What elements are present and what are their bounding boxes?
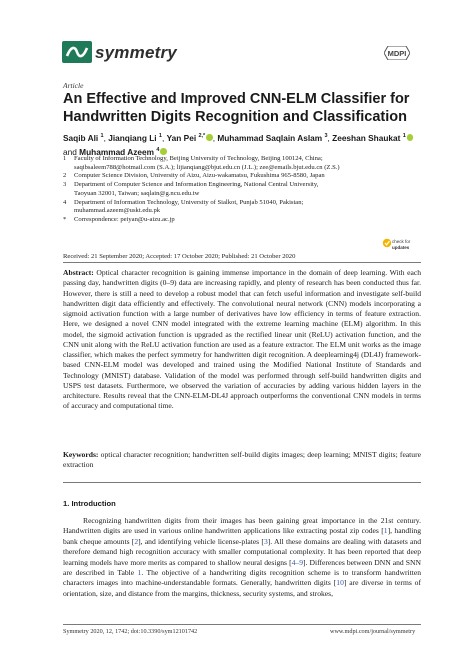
keywords-label: Keywords: bbox=[63, 450, 99, 459]
journal-name: symmetry bbox=[95, 43, 177, 62]
affiliation-item: 2 Computer Science Division, University of Aizu, Aizu-wakamatsu, Fukushima 965-8580, Japan bbox=[63, 172, 325, 180]
table-link[interactable]: 1 bbox=[137, 568, 142, 578]
affiliation-item: 1 Faculty of Information Technology, Beijing University of Technology, Beijing 100124, China; saqibsaleem788@hotmail.com (S.A.); lijianqiang@bjut.edu.cn (J.L.); zee@emails.bjut.edu.cn (Z.S.) bbox=[63, 155, 340, 171]
author-name: Muhammad Azeem bbox=[79, 146, 154, 157]
article-title: An Effective and Improved CNN-ELM Classifier for Handwritten Digits Recognition and Classification bbox=[63, 91, 410, 125]
publisher-name: MDPI bbox=[387, 49, 407, 58]
footer-url[interactable]: www.mdpi.com/journal/symmetry bbox=[330, 628, 416, 635]
footer-divider bbox=[63, 624, 421, 625]
footer-citation: Symmetry 2020, 12, 1742; doi:10.3390/sym12101742 bbox=[63, 628, 198, 635]
divider bbox=[63, 262, 421, 263]
author-list: Saqib Ali $^1$, Jianqiang Li $^1$, Yan Pei $^{2,*}$ , Muhammad Saqlain Aslam $^3$, Zeeshan Shaukat $^1$ and Muhammad Azeem $^4$ bbox=[63, 130, 423, 158]
publisher-logo-icon bbox=[384, 46, 410, 60]
author-name: Jianqiang Li bbox=[108, 132, 157, 143]
author-sup: 1 bbox=[158, 133, 162, 139]
intro-paragraph: Recognizing handwritten digits from their images has been gaining great importance in the 21st century. Handwritten digits are used in various online handwritten applications like extracting postal zip codes [1], handling bank cheque amounts [2], and identifying vehicle license-plates [3]. All these domains are dealing with datasets and therefore demand high recognition accuracy with smaller computational complexity. It has been reported that deep learning models have more merits as compared to shallow neural designs [4–9]. Differences between DNN and SNN are described in Table 1. The objective of a handwriting digits recognition scheme is to transform handwritten characters images into machine-understandable formats. Generally, handwritten digits [10] are diverse in terms of orientation, size, and distance from the margins, thickness, security systems, and strokes, bbox=[63, 516, 422, 598]
publication-dates: Received: 21 September 2020; Accepted: 17 October 2020; Published: 21 October 2020 bbox=[63, 253, 296, 260]
citation-link[interactable]: 10 bbox=[336, 578, 344, 588]
abstract-label: Abstract: bbox=[63, 268, 94, 277]
citation-link[interactable]: 4–9 bbox=[291, 557, 304, 567]
author-name: Saqib Ali bbox=[63, 132, 99, 143]
citation-link[interactable]: 1 bbox=[383, 526, 388, 536]
citation-link[interactable]: 2 bbox=[134, 536, 139, 546]
keywords bbox=[63, 450, 421, 471]
abstract-text: Optical character recognition is gaining immense importance in the domain of deep learning. With each passing day, handwritten digits (0–9) data are increasing rapidly, and plenty of research has been conducted thus far. However, there is still a need to develop a robust model that can fetch useful information and investigate self-build handwritten digit data efficiently and effectively. The convolutional neural network (CNN) models incorporating a sigmoid activation function with a large number of derivatives have low efficiency in terms of feature extraction. Here, we designed a novel CNN model integrated with the extreme learning machine (ELM) algorithm. In this model, the sigmoid activation function is upgraded as the rectified linear unit (ReLU) activation function, and the CNN unit along with the ReLU activation function are used as a feature extractor. The ELM unit works as the image classifier, which makes the perfect symmetry for handwritten digit recognition. A deeplearning4j (DL4J) framework-based CNN-ELM model was developed and trained using the Modified National Institute of Standards and Technology (MNIST) database. Validation of the model was performed through self-build handwritten digits and USPS test datasets. Furthermore, we observed the variation of accuracies by adding various hidden layers in the architecture. Results reveal that the CNN-ELM-DL4J approach outperforms the conventional CNN models in terms of accuracy and computational time. bbox=[63, 268, 422, 411]
article-type: Article bbox=[63, 81, 84, 90]
keywords-text: optical character recognition; handwritten self-build digits images; deep learning; MNIST digits; feature extraction bbox=[63, 450, 421, 470]
orcid-icon[interactable] bbox=[160, 148, 167, 155]
affiliation-item: * Correspondence: peiyan@u-aizu.ac.jp bbox=[63, 215, 175, 223]
journal-logo-icon bbox=[62, 41, 92, 63]
affiliation-item: 4 Department of Information Technology, University of Sialkot, Punjab 51040, Pakistan; muhammad.azeem@uskt.edu.pk bbox=[63, 198, 304, 215]
orcid-icon[interactable] bbox=[407, 134, 414, 141]
author-sup: 3 bbox=[324, 133, 328, 139]
author-sup: 4 bbox=[156, 146, 160, 153]
abstract bbox=[63, 268, 421, 412]
author-name: Zeeshan Shaukat bbox=[332, 132, 401, 143]
divider bbox=[63, 482, 421, 483]
affiliation-item: 3 Department of Computer Science and Information Engineering, National Central University, Taoyuan 32001, Taiwan; saqlain@g.ncu.edu.tw bbox=[63, 181, 319, 197]
author-sup: 1 bbox=[402, 133, 406, 139]
affiliations bbox=[63, 155, 423, 225]
author-sup: 2,* bbox=[198, 133, 206, 139]
citation-link[interactable]: 3 bbox=[263, 536, 268, 546]
author-name: Yan Pei bbox=[166, 132, 197, 143]
section-title: 1. Introduction bbox=[63, 499, 116, 508]
check-for-updates-label[interactable]: check for updates bbox=[392, 239, 411, 250]
author-name: Muhammad Saqlain Aslam bbox=[217, 132, 323, 143]
author-sup: 1 bbox=[100, 133, 104, 139]
